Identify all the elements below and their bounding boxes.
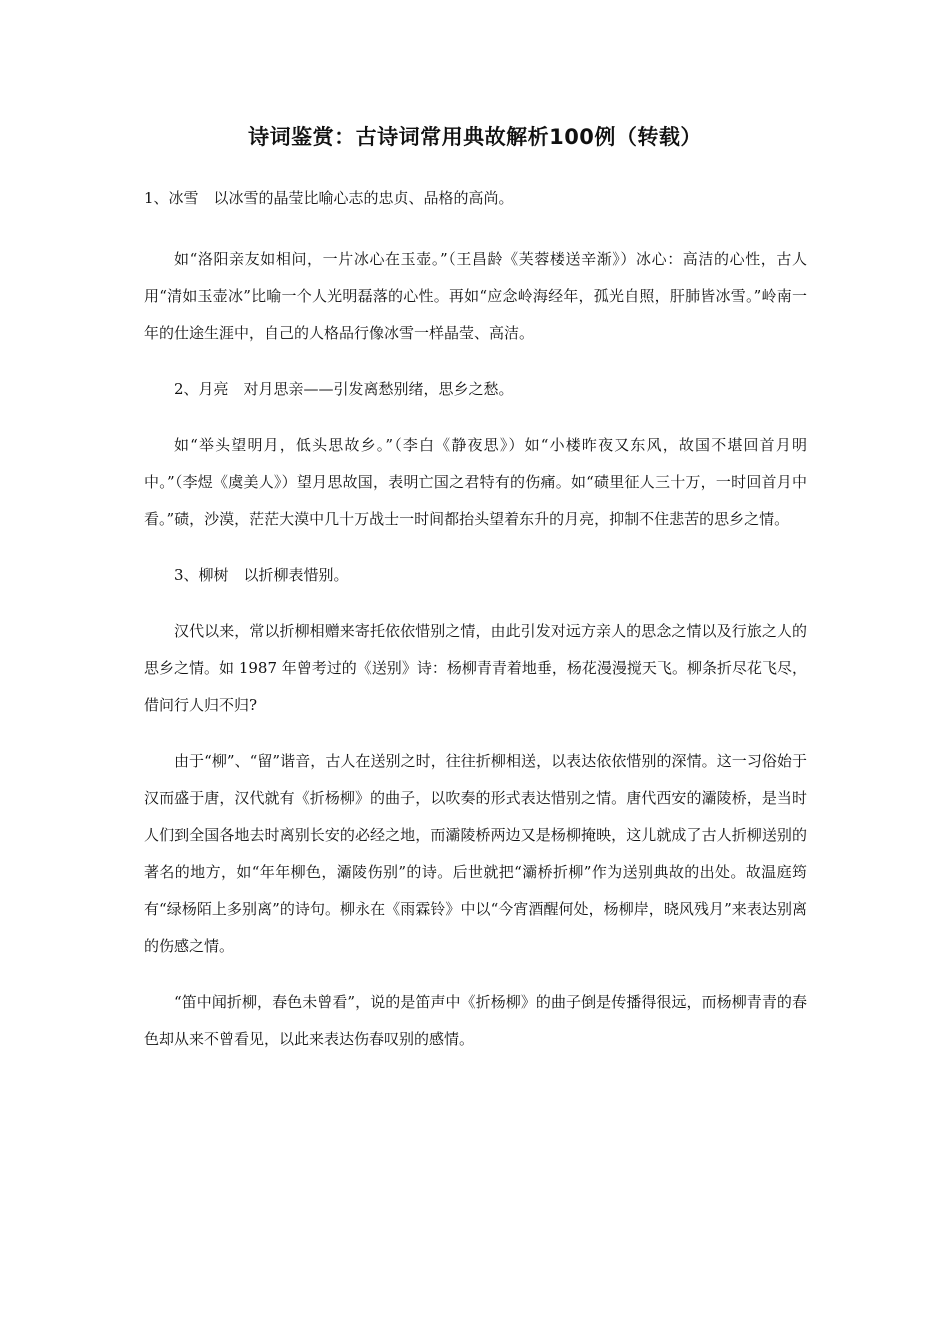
paragraph-3: 汉代以来，常以折柳相赠来寄托依依惜别之情，由此引发对远方亲人的思念之情以及行旅之人的思乡之情。如 1987 年曾考过的《送别》诗：杨柳青青着地垂，杨花漫漫搅天飞。柳条折尽花飞尽，借问行人归不归? bbox=[144, 622, 807, 714]
section-heading-1: 1、冰雪 以冰雪的晶莹比喻心志的忠贞、品格的高尚。 bbox=[144, 189, 514, 207]
section-heading-3: 3、柳树 以折柳表惜别。 bbox=[174, 566, 349, 584]
paragraph-4: 由于“柳”、“留”谐音，古人在送别之时，往往折柳相送，以表达依依惜别的深情。这一习俗始于汉而盛于唐，汉代就有《折杨柳》的曲子，以吹奏的形式表达惜别之情。唐代西安的灞陵桥，是当时人们到全国各地去时离别长安的必经之地，而灞陵桥两边又是杨柳掩映，这儿就成了古人折柳送别的著名的地方，如“年年柳色，灞陵伤别”的诗。后世就把“灞桥折柳”作为送别典故的出处。故温庭筠有“绿杨陌上多别离”的诗句。柳永在《雨霖铃》中以“今宵酒醒何处，杨柳岸，晓风残月”来表达别离的伤感之情。 bbox=[144, 752, 807, 955]
paragraph-5: “笛中闻折柳，春色未曾看”，说的是笛声中《折杨柳》的曲子倒是传播得很远，而杨柳青青的春色却从来不曾看见，以此来表达伤春叹别的感情。 bbox=[144, 993, 807, 1048]
document-title: 诗词鉴赏：古诗词常用典故解析100例（转载） bbox=[248, 125, 702, 149]
paragraph-1: 如“洛阳亲友如相问，一片冰心在玉壶。”（王昌龄《芙蓉楼送辛渐》）冰心：高洁的心性，古人用“清如玉壶冰”比喻一个人光明磊落的心性。再如“应念岭海经年，孤光自照，肝肺皆冰雪。”岭南一年的仕途生涯中，自己的人格品行像冰雪一样晶莹、高洁。 bbox=[144, 250, 807, 342]
document-body bbox=[144, 241, 807, 1058]
section-heading-2: 2、月亮 对月思亲——引发离愁别绪，思乡之愁。 bbox=[174, 380, 514, 398]
paragraph-2: 如“举头望明月，低头思故乡。”（李白《静夜思》）如“小楼昨夜又东风，故国不堪回首月明中。”（李煜《虞美人》）望月思故国，表明亡国之君特有的伤痛。如“碛里征人三十万，一时回首月中看。”碛，沙漠，茫茫大漠中几十万战士一时间都抬头望着东升的月亮，抑制不住悲苦的思乡之情。 bbox=[144, 436, 807, 528]
